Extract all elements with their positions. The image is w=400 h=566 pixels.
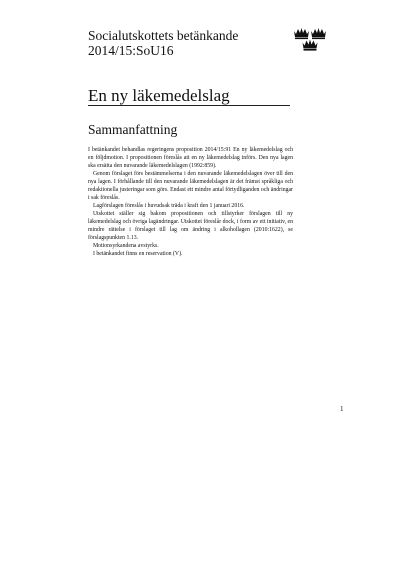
summary-body [88,146,293,258]
summary-paragraph: I betänkandet finns en reservation (V). [93,251,183,257]
report-series: Socialutskottets betänkande [88,28,239,43]
document-title: En ny läkemedelslag [88,86,230,105]
summary-paragraph: Genom förslaget förs bestämmelserna i den nuvarande läkemedelslagen över till den nya lagen. I förhållande till den nuvarande läkemedelslagen är det främst språkliga och redaktionella justeringar som görs. Endast ett mindre antal förtydliganden och ändringar i sak föreslås. [88,171,293,201]
page-number: 1 [340,405,344,413]
summary-paragraph: Utskottet ställer sig bakom propositionen och tillstyrker förslagen till ny läkemedelslag och övriga lagändringar. Utskottet föreslår dock, i form av ett initiativ, en mindre rättelse i förslaget till lag om ändring i alkohollagen (2010:1622), se förslagspunkten 1.13. [88,211,293,241]
summary-paragraph: I betänkandet behandlas regeringens proposition 2014/15:91 En ny läkemedelslag och en följdmotion. I propositionen föreslås att en ny läkemedelslag införs. Den nya lagen ska ersätta den nuvarande läkemedelslagen (1992:859). [88,147,293,169]
title-divider [88,105,290,106]
report-number: 2014/15:SoU16 [88,43,174,58]
three-crowns-icon [293,27,327,51]
section-heading: Sammanfattning [88,122,178,137]
report-header [88,28,238,58]
summary-paragraph: Lagförslagen föreslås i huvudsak träda i kraft den 1 januari 2016. [93,203,245,209]
summary-paragraph: Motionsyrkandena avstyrks. [93,243,159,249]
